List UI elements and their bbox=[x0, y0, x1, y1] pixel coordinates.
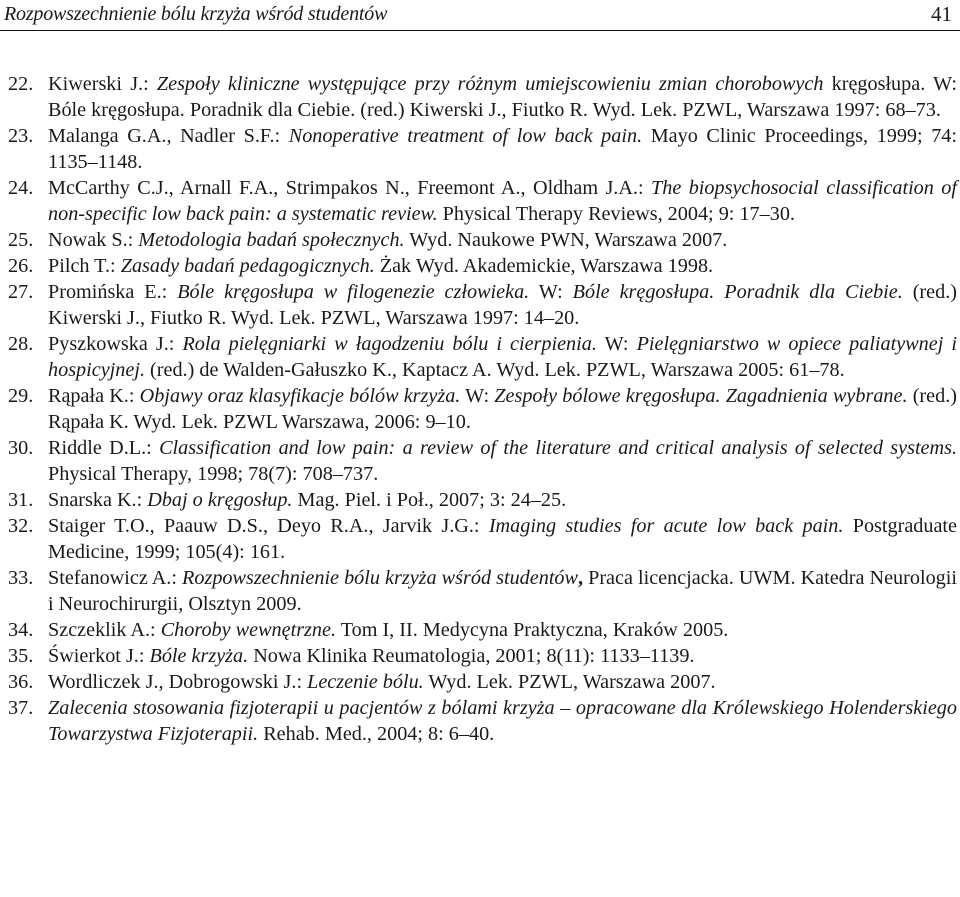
reference-segment: Praca licencjacka. UWM. Katedra Neurologii i Neurochirurgii, Olsztyn 2009. bbox=[48, 567, 957, 615]
reference-item bbox=[0, 513, 957, 565]
reference-title-italic: Rozpowszechnienie bólu krzyża wśród studentów bbox=[182, 567, 578, 589]
reference-number: 28. bbox=[8, 333, 34, 355]
reference-text bbox=[48, 331, 957, 383]
reference-title-italic: Classification and low pain: a review of the literature and critical analysis of selected systems. bbox=[159, 437, 957, 459]
reference-item bbox=[0, 565, 957, 617]
reference-segment: Kiwerski J.: bbox=[48, 73, 157, 95]
reference-segment: W: bbox=[460, 385, 495, 407]
reference-segment: Pilch T.: bbox=[48, 255, 121, 277]
reference-item bbox=[0, 175, 957, 227]
reference-segment: Mag. Piel. i Poł., 2007; 3: 24–25. bbox=[292, 489, 567, 511]
reference-segment: Wyd. Naukowe PWN, Warszawa 2007. bbox=[404, 229, 728, 251]
reference-list bbox=[0, 71, 957, 747]
reference-segment: Rehab. Med., 2004; 8: 6–40. bbox=[258, 723, 495, 745]
reference-segment: Żak Wyd. Akademickie, Warszawa 1998. bbox=[374, 255, 714, 277]
reference-title-italic: Zespoły bólowe kręgosłupa. Zagadnienia wybrane. bbox=[494, 385, 908, 407]
reference-segment: McCarthy C.J., Arnall F.A., Strimpakos N., Freemont A., Oldham J.A.: bbox=[48, 177, 652, 199]
reference-segment: Physical Therapy, 1998; 78(7): 708–737. bbox=[48, 463, 379, 485]
running-title: Rozpowszechnienie bólu krzyża wśród studentów bbox=[4, 3, 388, 25]
reference-segment: Tom I, II. Medycyna Praktyczna, Kraków 2005. bbox=[336, 619, 729, 641]
reference-title-italic: Dbaj o kręgosłup. bbox=[147, 489, 293, 511]
reference-segment: Stefanowicz A.: bbox=[48, 567, 183, 589]
reference-text bbox=[48, 383, 957, 435]
reference-title-italic: Choroby wewnętrzne. bbox=[160, 619, 337, 641]
reference-title-italic: Nonoperative treatment of low back pain. bbox=[288, 125, 643, 147]
reference-number: 34. bbox=[8, 619, 34, 641]
reference-number: 25. bbox=[8, 229, 34, 251]
reference-title-italic: The biopsychosocial classification of non-specific low back pain: a systematic review. bbox=[48, 177, 957, 225]
reference-segment: Nowak S.: bbox=[48, 229, 139, 251]
page-number: 41 bbox=[931, 2, 952, 26]
reference-item bbox=[0, 487, 957, 513]
reference-text bbox=[48, 643, 957, 669]
reference-item bbox=[0, 695, 957, 747]
reference-segment: Rąpała K.: bbox=[48, 385, 140, 407]
reference-number: 31. bbox=[8, 489, 34, 511]
reference-segment: W: bbox=[596, 333, 637, 355]
reference-item bbox=[0, 227, 957, 253]
reference-number: 35. bbox=[8, 645, 34, 667]
reference-segment: W: bbox=[529, 281, 573, 303]
reference-number: 36. bbox=[8, 671, 34, 693]
reference-number: 32. bbox=[8, 515, 34, 537]
reference-title-italic: Bóle krzyża. bbox=[149, 645, 249, 667]
reference-item bbox=[0, 331, 957, 383]
reference-segment: Riddle D.L.: bbox=[48, 437, 160, 459]
reference-title-italic: Zalecenia stosowania fizjoterapii u pacjentów z bólami krzyża – opracowane dla Królewskiego Holenderskiego Towarzystwa Fizjoterapii. bbox=[48, 697, 957, 745]
reference-number: 24. bbox=[8, 177, 34, 199]
reference-title-italic: Pielęgniarstwo w opiece paliatywnej i hospicyjnej. bbox=[48, 333, 957, 381]
running-header bbox=[0, 0, 960, 31]
reference-segment: (red.) Rąpała K. Wyd. Lek. PZWL Warszawa, 2006: 9–10. bbox=[48, 385, 957, 433]
reference-number: 37. bbox=[8, 697, 34, 719]
reference-title-italic: Zasady badań pedagogicznych. bbox=[120, 255, 375, 277]
reference-segment: Staiger T.O., Paauw D.S., Deyo R.A., Jarvik J.G.: bbox=[48, 515, 489, 537]
reference-item bbox=[0, 279, 957, 331]
reference-text bbox=[48, 435, 957, 487]
reference-segment: Nowa Klinika Reumatologia, 2001; 8(11): 1133–1139. bbox=[248, 645, 695, 667]
reference-segment: Postgraduate Medicine, 1999; 105(4): 161. bbox=[48, 515, 957, 563]
reference-text bbox=[48, 617, 957, 643]
reference-number: 22. bbox=[8, 73, 34, 95]
reference-title-italic: Zespoły kliniczne występujące przy różnym umiejscowieniu zmian chorobowych bbox=[156, 73, 824, 95]
reference-segment: Mayo Clinic Proceedings, 1999; 74: 1135–1148. bbox=[48, 125, 958, 173]
reference-title-italic: Imaging studies for acute low back pain. bbox=[488, 515, 844, 537]
reference-segment: Wordliczek J., Dobrogowski J.: bbox=[48, 671, 308, 693]
reference-text bbox=[48, 565, 957, 617]
reference-title-italic: Leczenie bólu. bbox=[307, 671, 424, 693]
reference-segment: (red.) Kiwerski J., Fiutko R. Wyd. Lek. PZWL, Warszawa 1997: 14–20. bbox=[48, 281, 957, 329]
reference-number: 26. bbox=[8, 255, 34, 277]
reference-number: 29. bbox=[8, 385, 34, 407]
reference-title-italic: Rola pielęgniarki w łagodzeniu bólu i cierpienia. bbox=[182, 333, 597, 355]
reference-text bbox=[48, 175, 957, 227]
reference-segment: Malanga G.A., Nadler S.F.: bbox=[48, 125, 289, 147]
reference-segment: Świerkot J.: bbox=[48, 645, 150, 667]
reference-text bbox=[48, 227, 957, 253]
reference-text bbox=[48, 669, 957, 695]
reference-text bbox=[48, 253, 957, 279]
reference-segment: Promińska E.: bbox=[48, 281, 178, 303]
reference-text bbox=[48, 487, 957, 513]
reference-segment: Wyd. Lek. PZWL, Warszawa 2007. bbox=[423, 671, 716, 693]
reference-text bbox=[48, 123, 957, 175]
reference-segment: kręgosłupa. W: Bóle kręgosłupa. Poradnik dla Ciebie. (red.) Kiwerski J., Fiutko R. Wyd. Lek. PZWL, Warszawa 1997: 68–73. bbox=[48, 73, 957, 121]
reference-number: 33. bbox=[8, 567, 34, 589]
reference-segment: Snarska K.: bbox=[48, 489, 148, 511]
reference-item bbox=[0, 435, 957, 487]
reference-item bbox=[0, 383, 957, 435]
reference-item bbox=[0, 617, 957, 643]
reference-segment: (red.) de Walden-Gałuszko K., Kaptacz A. Wyd. Lek. PZWL, Warszawa 2005: 61–78. bbox=[145, 359, 845, 381]
reference-item bbox=[0, 123, 957, 175]
reference-title-italic: Metodologia badań społecznych. bbox=[138, 229, 405, 251]
reference-segment: Physical Therapy Reviews, 2004; 9: 17–30. bbox=[437, 203, 795, 225]
reference-title-italic: Bóle kręgosłupa w filogenezie człowieka. bbox=[177, 281, 530, 303]
reference-title-italic: Bóle kręgosłupa. Poradnik dla Ciebie. bbox=[572, 281, 903, 303]
reference-text bbox=[48, 695, 957, 747]
reference-text bbox=[48, 513, 957, 565]
reference-punctuation-bold: , bbox=[577, 567, 584, 589]
reference-item bbox=[0, 643, 957, 669]
reference-number: 30. bbox=[8, 437, 34, 459]
reference-number: 27. bbox=[8, 281, 34, 303]
reference-number: 23. bbox=[8, 125, 34, 147]
reference-item bbox=[0, 669, 957, 695]
reference-text bbox=[48, 71, 957, 123]
reference-item bbox=[0, 253, 957, 279]
reference-segment: Pyszkowska J.: bbox=[48, 333, 183, 355]
reference-title-italic: Objawy oraz klasyfikacje bólów krzyża. bbox=[139, 385, 461, 407]
reference-item bbox=[0, 71, 957, 123]
reference-segment: Szczeklik A.: bbox=[48, 619, 161, 641]
reference-text bbox=[48, 279, 957, 331]
